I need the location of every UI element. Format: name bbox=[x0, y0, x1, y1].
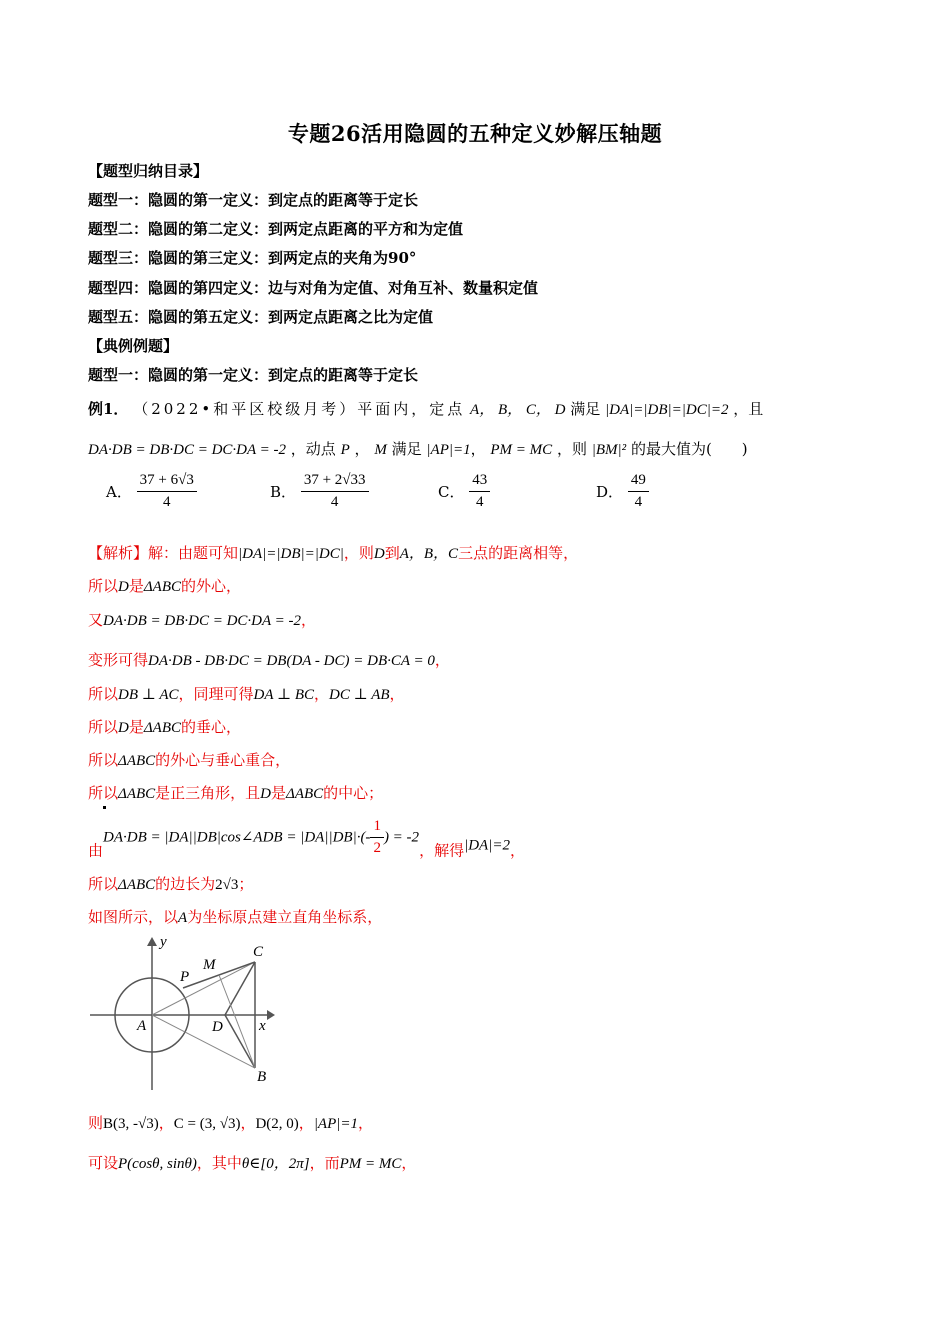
math: |DA|=|DB|=|DC| bbox=[238, 546, 344, 562]
solution-line-7 bbox=[88, 749, 290, 770]
math: ΔABC bbox=[118, 877, 156, 893]
math: DB ⊥ AC bbox=[118, 687, 179, 703]
expression-bm: |BM|² bbox=[591, 442, 627, 458]
text: 由 bbox=[88, 841, 104, 860]
text: 所以 bbox=[88, 718, 119, 736]
text: ， bbox=[358, 1114, 374, 1132]
text: 的外心， bbox=[181, 577, 242, 595]
choice-d-fraction bbox=[628, 472, 649, 511]
math: ΔABC bbox=[143, 579, 182, 595]
solution-line-3 bbox=[88, 609, 316, 630]
text: 为坐标原点建立直角坐标系， bbox=[187, 908, 383, 926]
text: ，同理可得 bbox=[178, 685, 254, 703]
condition-ap: |AP|=1 bbox=[426, 442, 471, 458]
math: B(3, -√3) bbox=[103, 1116, 159, 1132]
choice-c[interactable] bbox=[438, 472, 490, 511]
text: 变形可得 bbox=[88, 651, 149, 669]
choice-a-label: A． bbox=[106, 483, 132, 501]
text-then: ，则 bbox=[556, 440, 587, 458]
choice-c-fraction bbox=[469, 472, 490, 511]
solution-line-2 bbox=[88, 575, 241, 596]
text: ， bbox=[158, 1114, 174, 1132]
examples-header: 【典例例题】 bbox=[88, 337, 179, 355]
choice-b-denominator: 4 bbox=[330, 494, 339, 510]
text: 所以 bbox=[88, 685, 119, 703]
text: 是 bbox=[128, 718, 144, 736]
math: ΔABC bbox=[118, 753, 156, 769]
choice-b[interactable] bbox=[270, 472, 369, 511]
text: 三点的距离相等， bbox=[458, 544, 579, 562]
section-heading-1: 题型一：隐圆的第一定义：到定点的距离等于定长 bbox=[88, 366, 419, 384]
condition-distances: |DA|=|DB|=|DC|=2 bbox=[605, 402, 729, 418]
point-p: P bbox=[340, 442, 350, 458]
text: ， bbox=[314, 685, 330, 703]
text: 是 bbox=[128, 577, 144, 595]
math: D bbox=[118, 720, 129, 736]
choice-c-numerator: 43 bbox=[469, 472, 490, 492]
toc-item-3: 题型三：隐圆的第三定义：到两定点的夹角为90° bbox=[88, 249, 417, 267]
text: 的中心； bbox=[323, 784, 384, 802]
text: 的外心与垂心重合， bbox=[155, 751, 291, 769]
solution-line-9 bbox=[88, 818, 525, 861]
text: ， bbox=[509, 841, 525, 860]
toc-item-2: 题型二：隐圆的第二定义：到两定点距离的平方和为定值 bbox=[88, 220, 464, 238]
solution-line-6 bbox=[88, 716, 241, 737]
text-satisfy-2: 满足 bbox=[391, 440, 422, 458]
example-source: （2022•和平区校级月考）平面内，定点 bbox=[133, 400, 466, 418]
label-a: A bbox=[137, 1018, 147, 1034]
solution-line-10 bbox=[88, 873, 253, 894]
label-d: D bbox=[212, 1019, 223, 1035]
choice-d-denominator: 4 bbox=[634, 494, 643, 510]
example-label: 例1． bbox=[88, 400, 129, 418]
math: ΔABC bbox=[143, 720, 182, 736]
choice-d[interactable] bbox=[596, 472, 649, 511]
text: 的垂心， bbox=[181, 718, 242, 736]
condition-dot-products: DA·DB = DB·DC = DC·DA = -2 bbox=[88, 442, 286, 458]
text: ， bbox=[434, 651, 450, 669]
math: |DA|=2 bbox=[464, 837, 510, 854]
text-moving: ，动点 bbox=[290, 440, 336, 458]
text: 则 bbox=[88, 1114, 104, 1132]
text: 又 bbox=[88, 611, 104, 629]
label-p: P bbox=[180, 969, 190, 985]
solution-line-8 bbox=[88, 782, 383, 803]
text-sep: ， bbox=[354, 440, 370, 458]
text: 所以 bbox=[88, 577, 119, 595]
math: ΔABC bbox=[286, 786, 324, 802]
bullet-dot bbox=[103, 806, 106, 809]
math: DA·DB = |DA||DB|cos∠ADB = |DA||DB|·(- bbox=[103, 829, 371, 846]
text: 的边长为 bbox=[155, 875, 216, 893]
toc-item-1: 题型一：隐圆的第一定义：到定点的距离等于定长 bbox=[88, 191, 419, 209]
text: ，则 bbox=[343, 544, 374, 562]
text: 所以 bbox=[88, 784, 119, 802]
choice-b-label: B． bbox=[270, 483, 297, 501]
choice-c-denominator: 4 bbox=[476, 494, 484, 510]
label-y: y bbox=[160, 934, 167, 950]
math: C = (3, √3) bbox=[173, 1116, 241, 1132]
math: DA ⊥ BC bbox=[253, 687, 315, 703]
text: ， bbox=[298, 1114, 314, 1132]
fraction-half bbox=[370, 818, 384, 857]
solution-tag: 【解析】 bbox=[88, 544, 149, 562]
text-satisfy: 满足 bbox=[570, 400, 601, 418]
choice-a[interactable] bbox=[106, 472, 197, 511]
solution-line-1 bbox=[88, 542, 578, 563]
solution-line-12 bbox=[88, 1112, 373, 1133]
text: 是正三角形，且 bbox=[155, 784, 261, 802]
text: 解：由题可知 bbox=[148, 544, 239, 562]
condition-pm-mc: PM = MC bbox=[490, 442, 553, 458]
text: 到 bbox=[384, 544, 400, 562]
text: ； bbox=[238, 875, 254, 893]
math: A，B，C bbox=[399, 546, 459, 562]
solution-line-13 bbox=[88, 1152, 416, 1173]
math: DA·DB = DB·DC = DC·DA = -2 bbox=[103, 613, 302, 629]
text: ， bbox=[389, 685, 405, 703]
math: P(cosθ, sinθ) bbox=[118, 1156, 197, 1172]
text: ，而 bbox=[309, 1154, 340, 1172]
coordinate-figure bbox=[85, 932, 285, 1092]
toc-header: 【题型归纳目录】 bbox=[88, 162, 209, 180]
text-and: ，且 bbox=[733, 400, 764, 418]
x-axis-arrow bbox=[267, 1010, 275, 1020]
example-1-line-2: DA·DB = DB·DC = DC·DA = -2 ，动点 P ， M 满足 |AP|=1， PM = MC ，则 |BM|² 的最大值为( ) bbox=[88, 440, 748, 458]
text: ，解得 bbox=[419, 841, 465, 860]
solution-line-11 bbox=[88, 906, 382, 927]
math: 2√3 bbox=[215, 877, 239, 893]
text: 是 bbox=[271, 784, 287, 802]
math: D bbox=[118, 579, 129, 595]
text-max: 的最大值为( ) bbox=[630, 440, 748, 458]
choice-c-label: C． bbox=[438, 483, 465, 501]
text: ， bbox=[301, 611, 317, 629]
math: θ∈[0，2π] bbox=[241, 1156, 310, 1172]
text: ， bbox=[401, 1154, 417, 1172]
solution-line-4 bbox=[88, 649, 450, 670]
math: ΔABC bbox=[118, 786, 156, 802]
text: ， bbox=[240, 1114, 256, 1132]
point-m: M bbox=[374, 442, 387, 458]
math: A bbox=[178, 910, 188, 926]
choice-b-numerator: 37 + 2√33 bbox=[301, 472, 369, 492]
text: 所以 bbox=[88, 875, 119, 893]
choice-a-fraction bbox=[137, 472, 197, 511]
math: D bbox=[373, 546, 385, 562]
math: D bbox=[260, 786, 272, 802]
label-m: M bbox=[203, 957, 216, 973]
toc-item-4: 题型四：隐圆的第四定义：边与对角为定值、对角互补、数量积定值 bbox=[88, 279, 539, 297]
choice-a-numerator: 37 + 6√3 bbox=[137, 472, 197, 492]
math: PM = MC bbox=[339, 1156, 402, 1172]
text: 所以 bbox=[88, 751, 119, 769]
example-1-line-1 bbox=[88, 398, 763, 419]
choice-d-numerator: 49 bbox=[628, 472, 649, 492]
math: DC ⊥ AB bbox=[329, 687, 390, 703]
text: 可设 bbox=[88, 1154, 119, 1172]
segment-mb bbox=[219, 975, 255, 1068]
toc-item-5: 题型五：隐圆的第五定义：到两定点距离之比为定值 bbox=[88, 308, 434, 326]
math: ) = -2 bbox=[383, 829, 420, 846]
choice-d-label: D． bbox=[596, 483, 624, 501]
text: ，其中 bbox=[196, 1154, 242, 1172]
label-c: C bbox=[253, 944, 264, 960]
points-abcd: A， B， C， D bbox=[470, 402, 566, 418]
y-axis-arrow bbox=[147, 937, 157, 946]
solution-line-5 bbox=[88, 683, 405, 704]
page-title: 专题26活用隐圆的五种定义妙解压轴题 bbox=[287, 121, 663, 146]
label-b: B bbox=[257, 1069, 267, 1085]
choice-b-fraction bbox=[301, 472, 369, 511]
choice-a-denominator: 4 bbox=[162, 494, 171, 510]
math: DA·DB - DB·DC = DB(DA - DC) = DB·CA = 0 bbox=[148, 653, 435, 669]
label-x: x bbox=[259, 1018, 266, 1034]
text: 如图所示，以 bbox=[88, 908, 179, 926]
math: |AP|=1 bbox=[313, 1116, 359, 1132]
math: D(2, 0) bbox=[255, 1116, 299, 1132]
denominator: 2 bbox=[373, 840, 381, 856]
numerator: 1 bbox=[370, 818, 384, 838]
